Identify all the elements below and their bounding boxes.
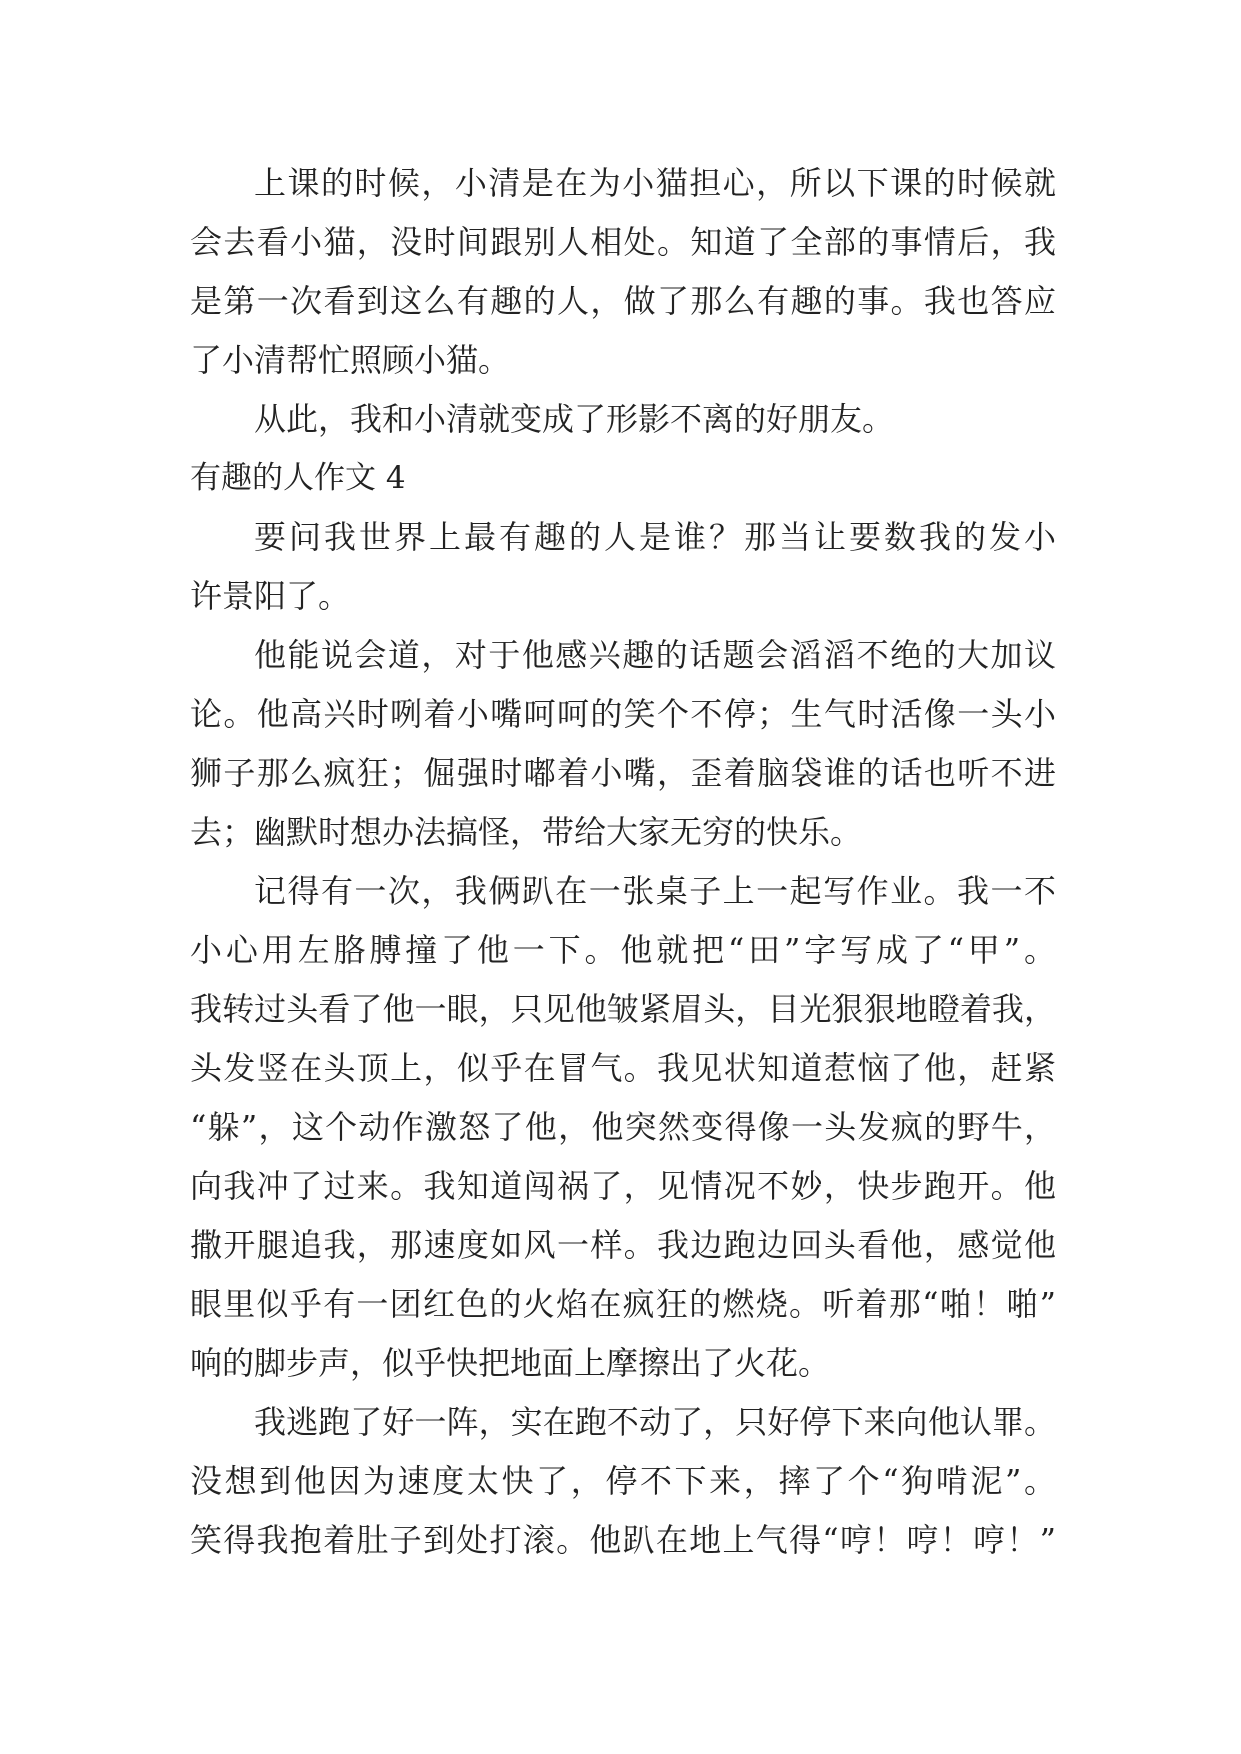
section-heading: 有趣的人作文 4 [190,460,406,496]
text-line: 头发竖在头顶上，似乎在冒气。我见状知道惹恼了他，赶紧 [190,1049,1056,1087]
text-line: 眼里似乎有一团红色的火焰在疯狂的燃烧。听着那“啪！啪” [190,1285,1056,1323]
text-line: 要问我世界上最有趣的人是谁？那当让要数我的发小 [254,518,1056,556]
text-line: 没想到他因为速度太快了，停不下来，摔了个“狗啃泥”。 [190,1462,1056,1500]
paragraph-1 [190,154,1056,390]
text-line: 撒开腿追我，那速度如风一样。我边跑边回头看他，感觉他 [190,1226,1056,1264]
text-line: 记得有一次，我俩趴在一张桌子上一起写作业。我一不 [254,872,1056,910]
text-line: 论。他高兴时咧着小嘴呵呵的笑个不停；生气时活像一头小 [190,695,1056,733]
document-body [190,154,1056,1570]
text-line: 去；幽默时想办法搞怪，带给大家无穷的快乐。 [190,813,863,851]
text-line: 许景阳了。 [190,577,351,615]
text-line: 向我冲了过来。我知道闯祸了，见情况不妙，快步跑开。他 [190,1167,1056,1205]
text-line: 从此，我和小清就变成了形影不离的好朋友。 [254,400,895,438]
text-line: 了小清帮忙照顾小猫。 [190,341,511,379]
paragraph-2 [190,390,1056,449]
text-line: 我转过头看了他一眼，只见他皱紧眉头，目光狠狠地瞪着我， [190,990,1056,1028]
text-line: 小心用左胳膊撞了他一下。他就把“田”字写成了“甲”。 [190,931,1056,969]
paragraph-3 [190,508,1056,626]
text-line: 狮子那么疯狂；倔强时嘟着小嘴，歪着脑袋谁的话也听不进 [190,754,1056,792]
text-line: 响的脚步声，似乎快把地面上摩擦出了火花。 [190,1344,831,1382]
text-line: 会去看小猫，没时间跟别人相处。知道了全部的事情后，我 [190,223,1056,261]
paragraph-6 [190,1393,1056,1570]
text-line: 是第一次看到这么有趣的人，做了那么有趣的事。我也答应 [190,282,1056,320]
text-line: 我逃跑了好一阵，实在跑不动了，只好停下来向他认罪。 [254,1403,1056,1441]
text-line: 笑得我抱着肚子到处打滚。他趴在地上气得“哼！哼！哼！” [190,1521,1056,1559]
text-line: “躲”，这个动作激怒了他，他突然变得像一头发疯的野牛， [190,1108,1056,1146]
text-line: 上课的时候，小清是在为小猫担心，所以下课的时候就 [254,164,1056,202]
paragraph-5 [190,862,1056,1393]
text-line: 他能说会道，对于他感兴趣的话题会滔滔不绝的大加议 [254,636,1056,674]
paragraph-4 [190,626,1056,862]
